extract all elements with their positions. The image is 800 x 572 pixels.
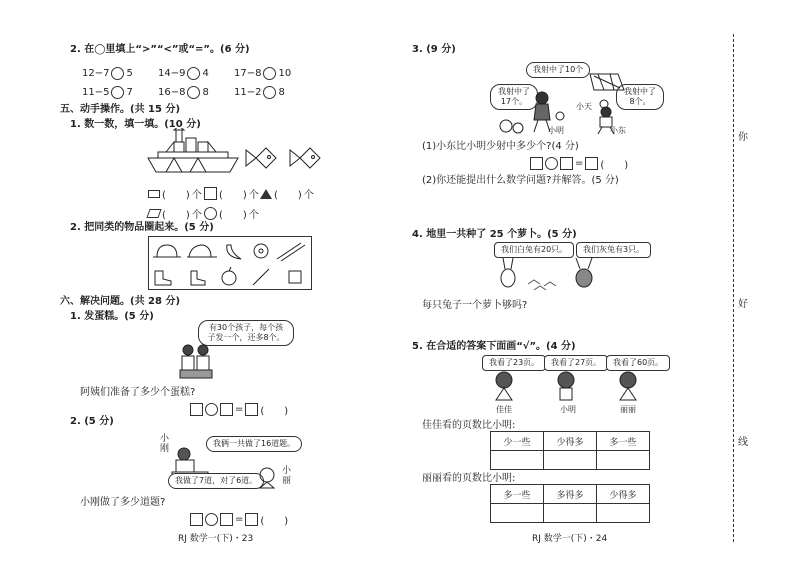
- parallelogram-icon: [146, 209, 161, 218]
- count-rect: ( ) 个: [148, 186, 202, 201]
- compare-item-2: 14−9 4: [158, 68, 209, 79]
- rectangle-icon: [148, 190, 160, 198]
- q4-title: 4. 地里一共种了 25 个萝卜。(5 分): [412, 229, 577, 240]
- right-page-footer: RJ 数学一(下)・24: [532, 534, 608, 544]
- q3-name-xiaodong: 小东: [610, 126, 626, 135]
- circle-icon: [204, 207, 217, 220]
- q3-sub1: (1)小东比小明少射中多少个?(4 分): [422, 141, 579, 152]
- option-cell: 多得多: [544, 485, 597, 504]
- q62-question: 小刚做了多少道题?: [80, 497, 166, 508]
- ruler-icon: [277, 243, 301, 259]
- check-cell[interactable]: [597, 451, 650, 470]
- compare-item-5: 16−8 8: [158, 87, 209, 98]
- sock-icon: [155, 271, 171, 285]
- count-parallelogram-blank[interactable]: ( ): [162, 210, 190, 221]
- q5-name-lili: 丽丽: [620, 405, 636, 414]
- section-6-title: 六、解决问题。(共 28 分): [60, 296, 181, 307]
- q62-bubble-1: 我俩一共做了16道题。: [206, 436, 302, 452]
- q4-bubble-2: 我们灰兔有3只。: [576, 242, 651, 258]
- check-cell[interactable]: [597, 504, 650, 523]
- option-cell: 少一些: [491, 432, 544, 451]
- q3-sub2: (2)你还能提出什么数学问题?并解答。(5 分): [422, 175, 619, 186]
- count-square-blank[interactable]: ( ): [219, 190, 247, 201]
- brush-icon: [253, 269, 269, 285]
- objects-illustration: [149, 237, 311, 289]
- hat-icon: [157, 245, 177, 257]
- q3-bubble-top: 我射中了10个: [526, 62, 590, 78]
- kiwi-icon: [254, 244, 268, 258]
- q5-name-xiaoming: 小明: [560, 405, 576, 414]
- q61-title: 1. 发蛋糕。(5 分): [70, 311, 154, 322]
- count-triangle: ( ) 个: [260, 186, 314, 201]
- sock-icon-2: [191, 271, 205, 285]
- answer-circle[interactable]: [111, 67, 124, 80]
- q62-name-xiaoli: 小丽: [282, 466, 292, 486]
- count-triangle-blank[interactable]: ( ): [274, 190, 302, 201]
- q62-title: 2. (5 分): [70, 416, 114, 427]
- shooting-scene-illustration: [494, 70, 654, 136]
- answer-circle[interactable]: [187, 67, 200, 80]
- check-cell[interactable]: [544, 451, 597, 470]
- q61-answer-row: = ( ): [190, 402, 288, 417]
- option-cell: 少得多: [597, 485, 650, 504]
- rabbits-illustration: [494, 256, 604, 292]
- q4-bubble-1: 我们白兔有20只。: [494, 242, 574, 258]
- section-5-title: 五、动手操作。(共 15 分): [60, 104, 181, 115]
- side-char-2: 好: [738, 299, 748, 310]
- count-circle-blank[interactable]: ( ): [219, 210, 247, 221]
- answer-box[interactable]: [245, 513, 258, 526]
- apple-icon: [222, 271, 236, 285]
- operator-circle[interactable]: [205, 513, 218, 526]
- option-cell: 多一些: [597, 432, 650, 451]
- answer-circle[interactable]: [111, 86, 124, 99]
- children-illustration: [486, 370, 656, 404]
- answer-circle[interactable]: [263, 67, 276, 80]
- triangle-icon: [260, 189, 272, 199]
- answer-box[interactable]: [190, 513, 203, 526]
- white-rabbit-icon: [501, 269, 515, 287]
- q5-question-2: 丽丽看的页数比小明:: [422, 473, 516, 484]
- count-rect-blank[interactable]: ( ): [162, 190, 190, 201]
- square-icon: [204, 187, 217, 200]
- left-page-footer: RJ 数学一(下)・23: [178, 534, 254, 544]
- ball-icon: [500, 120, 512, 132]
- q5-bubble-jiajia: 我看了23页。: [482, 355, 546, 371]
- check-cell[interactable]: [491, 451, 544, 470]
- answer-box[interactable]: [245, 403, 258, 416]
- q5-bubble-lili: 我看了60页。: [606, 355, 670, 371]
- compare-item-4: 11−5 7: [82, 87, 133, 98]
- q3-name-xiaoming: 小明: [548, 126, 564, 135]
- answer-box[interactable]: [220, 403, 233, 416]
- eraser-icon: [289, 271, 301, 283]
- option-cell: 少得多: [544, 432, 597, 451]
- q51-title: 1. 数一数，填一填。(10 分): [70, 119, 201, 130]
- side-char-3: 线: [738, 437, 748, 448]
- q3-title: 3. (9 分): [412, 44, 456, 55]
- option-cell: 多一些: [491, 485, 544, 504]
- compare-item-6: 11−2 8: [234, 87, 285, 98]
- q3-name-xiaotian: 小天: [576, 102, 592, 111]
- answer-box[interactable]: [220, 513, 233, 526]
- q2-title: 2. 在◯里填上“>”“<”或“=”。(6 分): [70, 44, 250, 55]
- check-cell[interactable]: [544, 504, 597, 523]
- answer-box[interactable]: [530, 157, 543, 170]
- operator-circle[interactable]: [205, 403, 218, 416]
- q5-title: 5. 在合适的答案下面画“√”。(4 分): [412, 341, 576, 352]
- aunts-illustration: [178, 342, 214, 382]
- side-char-1: 你: [738, 132, 748, 143]
- grey-rabbit-icon: [576, 269, 592, 287]
- compare-item-3: 17−8 10: [234, 68, 292, 79]
- operator-circle[interactable]: [545, 157, 558, 170]
- q5-bubble-xiaoming: 我看了27页。: [544, 355, 608, 371]
- q4-question: 每只兔子一个萝卜够吗?: [422, 300, 528, 311]
- binding-dashed-line: [733, 34, 734, 542]
- shapes-figure: [138, 128, 338, 184]
- answer-box[interactable]: [190, 403, 203, 416]
- q62-answer-row: = ( ): [190, 512, 288, 527]
- q3-answer-row: = ( ): [530, 156, 628, 171]
- q3-bubble-left: 我射中了17个。: [490, 84, 538, 110]
- check-cell[interactable]: [491, 504, 544, 523]
- q5-question-1: 佳佳看的页数比小明:: [422, 420, 516, 431]
- answer-circle[interactable]: [187, 86, 200, 99]
- girl-illustration: [256, 466, 278, 494]
- banana-icon: [227, 245, 241, 259]
- objects-box: [148, 236, 312, 290]
- compare-item-1: 12−7 5: [82, 68, 133, 79]
- answer-box[interactable]: [560, 157, 573, 170]
- count-circle: ( ) 个: [204, 206, 259, 221]
- cap-icon: [189, 245, 211, 257]
- q52-title: 2. 把同类的物品圈起来。(5 分): [70, 222, 214, 233]
- q62-name-xiaogang: 小刚: [160, 434, 170, 454]
- q5-table-2: [490, 484, 650, 523]
- q62-bubble-2: 我做了7道，对了6道。: [168, 473, 264, 489]
- q3-bubble-right: 我射中了8个。: [616, 84, 664, 110]
- answer-circle[interactable]: [263, 86, 276, 99]
- q5-table-1: [490, 431, 650, 470]
- q5-name-jiajia: 佳佳: [496, 405, 512, 414]
- answer-box[interactable]: [585, 157, 598, 170]
- count-square: ( ) 个: [204, 186, 259, 201]
- q61-question: 阿姨们准备了多少个蛋糕?: [80, 387, 196, 398]
- count-parallelogram: ( ) 个: [148, 206, 202, 221]
- q61-speech-bubble: 有30个孩子，每个孩子发一个，还多8个。: [198, 320, 294, 346]
